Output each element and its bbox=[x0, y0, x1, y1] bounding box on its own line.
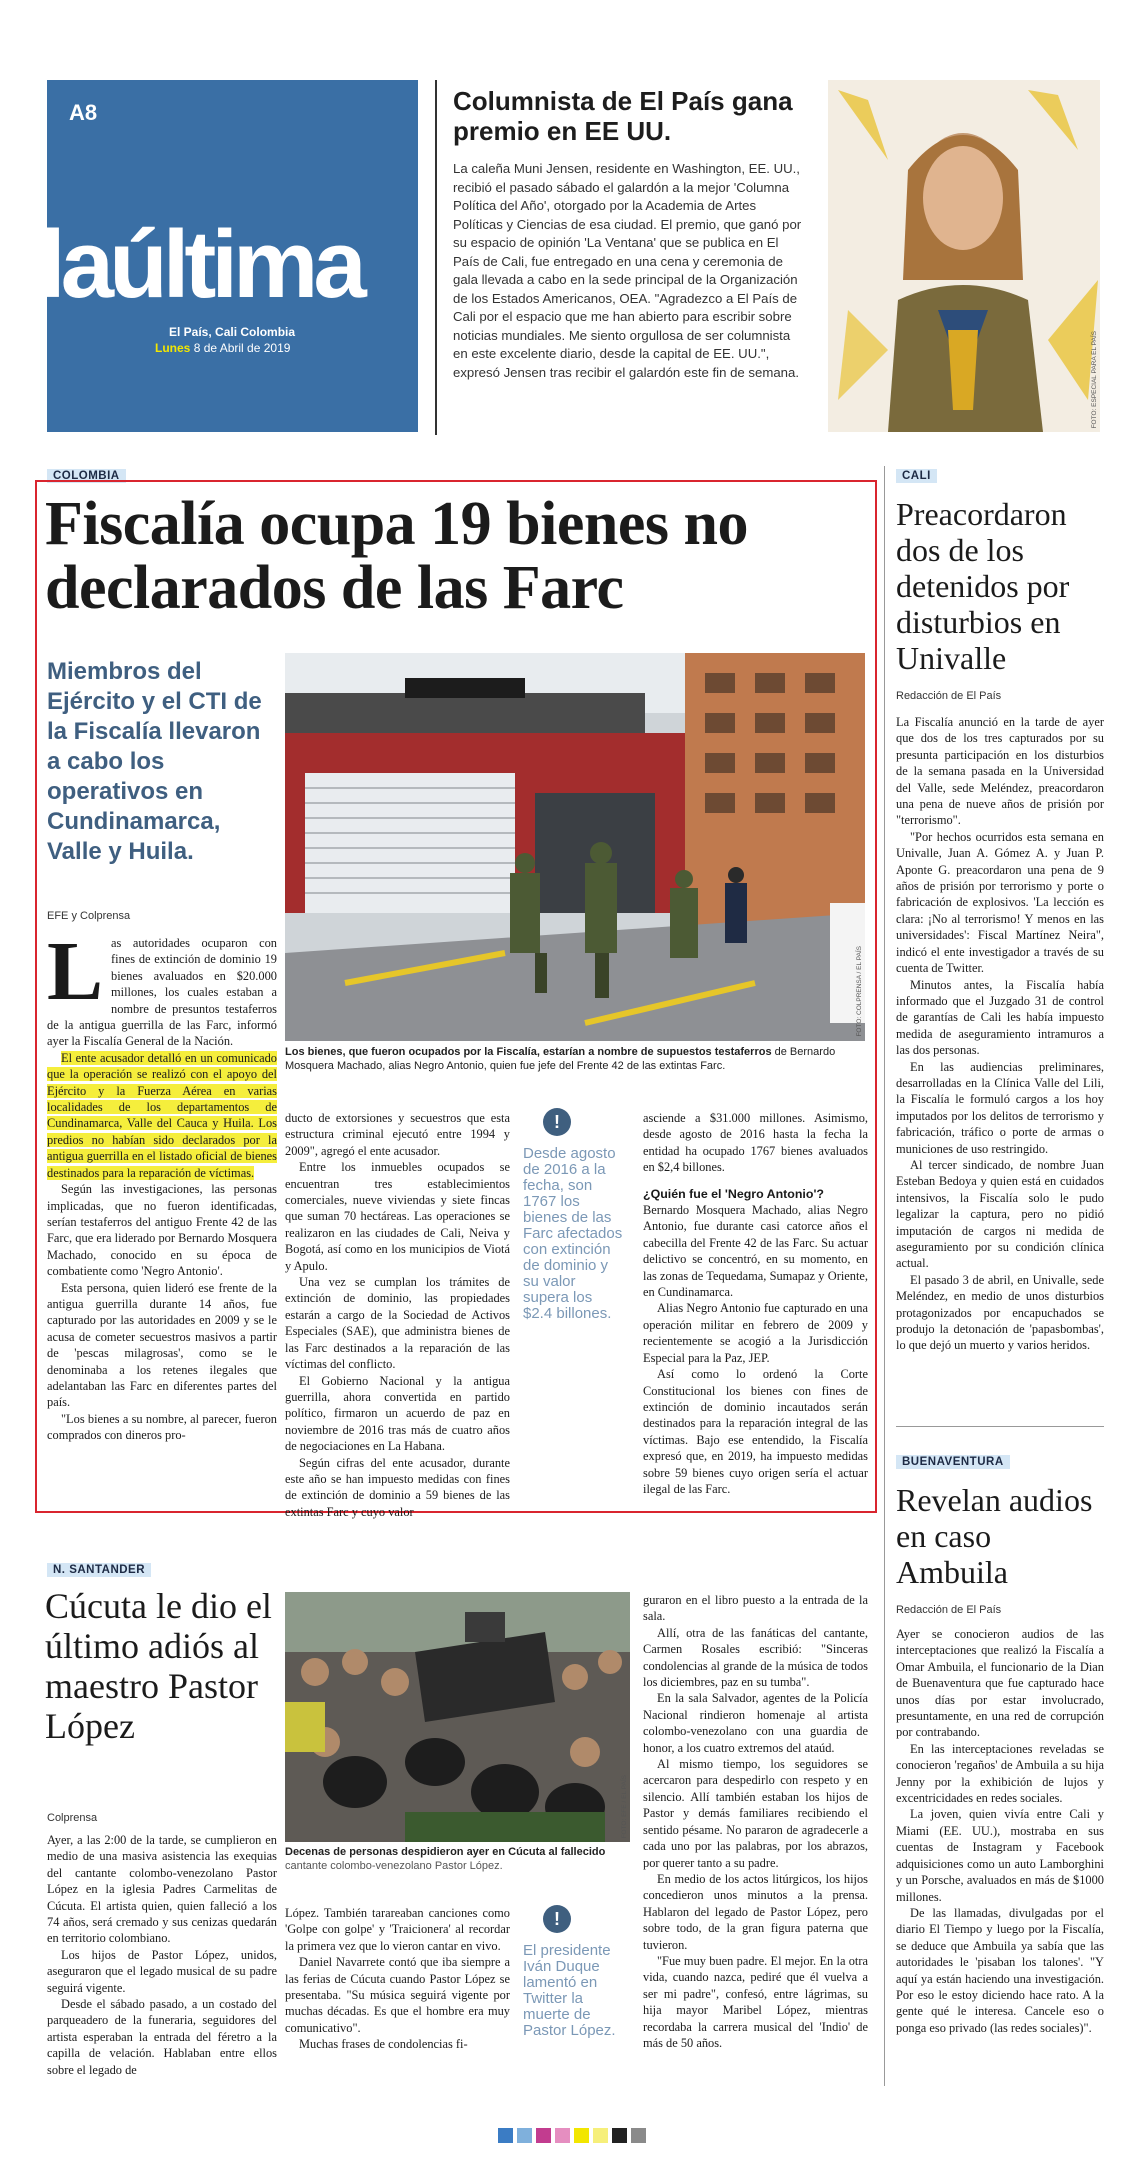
color-swatch bbox=[517, 2128, 532, 2143]
buenaventura-story-body bbox=[896, 1626, 1104, 2036]
cucuta-story-headline: Cúcuta le dio el último adiós al maestro Pastor López bbox=[45, 1586, 272, 1746]
cucuta-story-paragraph: Allí, otra de las fanáticas del cantante, Carmen Rosales escribió: "Sinceras condolencias al grande de la música de todos los diciembres, paz en su tumba". bbox=[643, 1625, 868, 1690]
color-swatch bbox=[574, 2128, 589, 2143]
top-story-headline: Columnista de El País gana premio en EE UU. bbox=[453, 86, 793, 146]
cucuta-story-paragraph: Daniel Navarrete contó que iba siempre a las ferias de Cúcuta cuando Pastor López se presentaba. "Su música seguirá vigente por muchas décadas. Es que el hombre era muy comunicativo". bbox=[285, 1955, 510, 2035]
publisher-line: El País, Cali Colombia bbox=[169, 325, 296, 339]
main-story-caption bbox=[285, 1045, 870, 1073]
operation-photo-illustration bbox=[285, 653, 865, 1041]
cucuta-story-caption-bold: Decenas de personas despidieron ayer en Cúcuta al fallecido bbox=[285, 1846, 606, 1858]
cali-story bbox=[896, 466, 1104, 1354]
section-name: laúltima bbox=[39, 211, 362, 318]
main-story-paragraph: Bernardo Mosquera Machado, alias Negro Antonio, fue durante casi catorce años el cabecilla del Frente 42 de las Farc. Su actuar delictivo se concentró, en su momento, en las zonas de Tequedama, Sumapaz y Oriente, en Cundinamarca. bbox=[643, 1203, 868, 1300]
right-column-rule bbox=[884, 466, 885, 2086]
main-story-column-2 bbox=[285, 1110, 510, 1520]
top-story-rule bbox=[435, 80, 437, 435]
color-swatch bbox=[498, 2128, 513, 2143]
main-story-paragraph: Según las investigaciones, las personas implicadas, que no fueron identificadas, serían testaferros del antiguo Frente 42 de las Farc, que era liderado por Bernardo Mosquera Machado, conocido en su época de combatiente como 'Negro Antonio'. bbox=[47, 1182, 277, 1279]
cali-story-byline: Redacción de El País bbox=[896, 690, 1002, 702]
main-story-subhead: Miembros del Ejército y el CTI de la Fiscalía llevaron a cabo los operativos en Cundinamarca, Valle y Huila. bbox=[47, 658, 262, 865]
cucuta-story-column-2 bbox=[285, 1905, 510, 2053]
main-story-caption-rest: de Bernardo Mosquera Machado, alias Negro Antonio, quien fue jefe del Frente 42 de las extintas Farc. bbox=[285, 1046, 836, 1072]
main-story-paragraph: El Gobierno Nacional y la antigua guerrilla, ahora convertida en partido político, firmaron un acuerdo de paz en noviembre de 2016 tras más de cuatro años de negociaciones en La Habana. bbox=[285, 1373, 510, 1454]
cucuta-story-column-3 bbox=[643, 1592, 868, 2051]
main-story-fact-box bbox=[523, 1108, 623, 1322]
main-story-drop-cap: L bbox=[47, 925, 104, 1018]
columnist-photo-illustration bbox=[828, 80, 1100, 432]
main-story-paragraph-highlighted bbox=[47, 1050, 277, 1181]
cucuta-story-paragraph: Al mismo tiempo, los seguidores se acercaron para despedirlo con respeto y en silencio. Allí también estaban los hijos de Pastor y demás familiares recibiendo el sentido pésame. No pararon de agradecerle a cada uno por las palabras, por los abrazos, por querer tanto a su padre. bbox=[643, 1757, 868, 1870]
cali-story-paragraph: El pasado 3 de abril, en Univalle, sede Meléndez, en medio de unos disturbios protagonizados por encapuchados se produjo la detonación de 'papasbombas', lo que dejó un muerto y varios heridos. bbox=[896, 1272, 1104, 1353]
buenaventura-story bbox=[896, 1452, 1104, 2036]
color-swatch bbox=[555, 2128, 570, 2143]
cucuta-story-tag: N. SANTANDER bbox=[47, 1563, 151, 1577]
buenaventura-story-paragraph: En las interceptaciones reveladas se conocieron 'regaños' de Ambuila a su hija Jenny por la exhibición de lujos y excentricidades en redes sociales. bbox=[896, 1741, 1104, 1806]
cucuta-story-column-1 bbox=[47, 1832, 277, 2078]
buenaventura-story-paragraph: Ayer se conocieron audios de las interceptaciones que realizó la Fiscalía a Omar Ambuila, el funcionario de la Dian de Buenaventura que fue capturado hace unos días por estar involucrado, presuntamente, en una red de corrupción por contrabando. bbox=[896, 1627, 1104, 1740]
color-swatch bbox=[536, 2128, 551, 2143]
cucuta-story-paragraph: Desde el sábado pasado, a un costado del parqueadero de la funeraria, seguidores del artista esperaban la entrada del féretro a la capilla de velación. Hablaban entre ellos sobre el legado de bbox=[47, 1997, 277, 2077]
buenaventura-story-byline: Redacción de El País bbox=[896, 1604, 1002, 1616]
main-story-paragraph: as autoridades ocuparon con fines de extinción de dominio 19 bienes avaluados en $20.000 millones, los cuales estaban a nombre de presuntos testaferros de la antigua guerrilla de las Farc, informó ayer la Fiscalía General de la Nación. bbox=[47, 936, 277, 1049]
main-story-paragraph: Según cifras del ente acusador, durante este año se han impuesto medidas con fines de extinción de dominio a 59 bienes de las extintas Farc y cuyo valor bbox=[285, 1455, 510, 1519]
cucuta-story-photo bbox=[285, 1592, 630, 1842]
publish-day: Lunes bbox=[155, 341, 191, 355]
cucuta-story-paragraph: En medio de los actos litúrgicos, los hijos concedieron unos minutos a la prensa. Hablaron del legado de Pastor López, pero sobre todo, de la gran figura paterna que tuvieron. bbox=[643, 1871, 868, 1952]
main-story-paragraph: "Los bienes a su nombre, al parecer, fueron comprados con dineros pro- bbox=[47, 1411, 277, 1443]
cucuta-story-paragraph: guraron en el libro puesto a la entrada de la sala. bbox=[643, 1593, 868, 1624]
main-story-headline: Fiscalía ocupa 19 bienes no declarados de las Farc bbox=[45, 490, 749, 622]
main-story-paragraph: asciende a $31.000 millones. Asimismo, desde agosto de 2016 hasta la fecha la entidad ha ocupado 1767 bienes avaluados en $2,4 billones. bbox=[643, 1111, 868, 1175]
publish-date bbox=[155, 341, 290, 355]
cali-story-headline: Preacordaron dos de los detenidos por disturbios en Univalle bbox=[896, 496, 1070, 676]
main-story-caption-bold: Los bienes, que fueron ocupados por la Fiscalía, estarían a nombre de supuestos testaferros bbox=[285, 1046, 772, 1058]
cucuta-story-caption-rest: cantante colombo-venezolano Pastor López. bbox=[285, 1860, 503, 1872]
main-story-photo bbox=[285, 653, 865, 1041]
main-story-paragraph: ducto de extorsiones y secuestros que esta estructura criminal ejecutó entre 1994 y 2009", agregó el ente acusador. bbox=[285, 1111, 510, 1158]
main-story-column-3 bbox=[643, 1110, 868, 1497]
main-story-fact-text: Desde agosto de 2016 a la fecha, son 1767 los bienes de las Farc afectados con extinción de dominio y su valor supera los $2.4 billones. bbox=[523, 1145, 623, 1322]
cucuta-story-byline: Colprensa bbox=[47, 1812, 98, 1824]
buenaventura-story-headline: Revelan audios en caso Ambuila bbox=[896, 1482, 1093, 1590]
cucuta-story-fact-box bbox=[523, 1905, 623, 2039]
main-story-paragraph: Esta persona, quien lideró ese frente de la antigua guerrilla durante 14 años, fue capturado por las autoridades en 2009 y se le acusa de cometer secuestros masivos a partir de 'pescas milagrosas', como se le denominaba a los retenes ilegales que adelantaban las Farc en diferentes partes del país. bbox=[47, 1280, 277, 1410]
main-story-byline: EFE y Colprensa bbox=[47, 910, 131, 922]
main-story-paragraph: Entre los inmuebles ocupados se encuentran tres establecimientos comerciales, nueve viviendas y siete fincas que suman 70 hectáreas. Las operaciones se realizaron en las ciudades de Cali, Neiva y Bogotá, así como en los municipios de Viotá y Apulo. bbox=[285, 1160, 510, 1273]
top-story-photo bbox=[828, 80, 1100, 432]
cali-story-body bbox=[896, 714, 1104, 1354]
cucuta-story-tag-wrap bbox=[47, 1560, 151, 1578]
buenaventura-story-tag: BUENAVENTURA bbox=[896, 1455, 1010, 1469]
cucuta-story-paragraph: En la sala Salvador, agentes de la Policía Nacional rindieron homenaje al artista colombo-venezolano con una guardia de honor, a los cuatro extremos del ataúd. bbox=[643, 1691, 868, 1755]
top-story-body: La caleña Muni Jensen, residente en Washington, EE. UU., recibió el pasado sábado el galardón a la mejor 'Columna Política del Año', otorgado por la Academia de Artes Políticas y Ciencias de esa ciudad. El premio, que ganó por su espacio de opinión 'La Ventana' que se publica en El País de Cali, fue entregado en una cena y ceremonia de gala llevada a cabo en la sede principal de la Organización de los Estados Americanos, OEA. "Agradezco a El País de Cali por el espacio que me han abierto para escribir sobre noticias mundiales. Me siento orgullosa de ser columnista en este excelente diario, desde la capital de EE. UU.", expresó Jensen tras recibir el galardón este fin de semana. bbox=[453, 161, 802, 380]
exclamation-icon: ! bbox=[543, 1905, 571, 1933]
main-story-photo-credit: FOTO: COLPRENSA / EL PAÍS bbox=[856, 946, 863, 1037]
cucuta-story-paragraph: Muchas frases de condolencias fi- bbox=[299, 2037, 468, 2052]
cali-story-paragraph: Minutos antes, la Fiscalía había informado que el Juzgado 31 de control de garantías de Cali les había impuesto medida de aseguramiento intramuros a las dos personas. bbox=[896, 977, 1104, 1058]
cucuta-story-fact-text: El presidente Iván Duque lamentó en Twitter la muerte de Pastor López. bbox=[523, 1942, 616, 2039]
cali-story-paragraph: En las audiencias preliminares, desarrolladas en la Clínica Valle del Lili, la Fiscalía le formuló cargos a los hoy imputados por los delitos de terrorismo y fabricación, tráfico o porte de armas o municiones de uso restringido. bbox=[896, 1059, 1104, 1156]
cali-story-paragraph: La Fiscalía anunció en la tarde de ayer que dos de los tres capturados por su presunta participación en los disturbios de la semana pasada en la Universidad del Valle, sede Meléndez, preacordaron una pena de nueve años de prisión por "terrorismo". bbox=[896, 715, 1104, 828]
exclamation-icon: ! bbox=[543, 1108, 571, 1136]
top-story-photo-credit: FOTO: ESPECIAL PARA EL PAÍS bbox=[1091, 330, 1098, 428]
main-story-column-1 bbox=[47, 925, 277, 1444]
color-swatch bbox=[612, 2128, 627, 2143]
main-story-paragraph: Una vez se cumplan los trámites de extinción de dominio, las propiedades estarán a cargo de la Sociedad de Activos Especiales (SAE), que administra bienes de las Farc destinados a la reparación de las víctimas del conflicto. bbox=[285, 1275, 510, 1372]
main-story-tag: COLOMBIA bbox=[47, 469, 126, 483]
cucuta-story-photo-credit: FOTO: EFE / EL PAÍS bbox=[621, 1774, 628, 1838]
cucuta-story-paragraph: Ayer, a las 2:00 de la tarde, se cumplieron en medio de una masiva asistencia las exequias del cantante colombo-venezolano Pastor López en la iglesia Padres Carmelitas de Cúcuta. El artista quien, quien falleció a los 74 años, será cremado y sus cenizas quedarán en territorio colombiano. bbox=[47, 1833, 277, 1946]
cucuta-story-caption bbox=[285, 1845, 630, 1873]
main-story-section-subhead: ¿Quién fue el 'Negro Antonio'? bbox=[643, 1186, 824, 1201]
buenaventura-story-paragraph: De las llamadas, divulgadas por el diario El Tiempo y luego por la Fiscalía, se deduce que Ambuila ya sabía que las autoridades le 'pisaban los talones'. "Y aquí ya están haciendo una investigación. Por eso le estoy diciendo hace rato. A la gente qué le interesa. Cancele eso o ponga eso privado (las redes sociales)". bbox=[896, 1905, 1104, 2035]
main-story-paragraph: Así como lo ordenó la Corte Constitucional los bienes con fines de extinción de dominio incautados serán destinados para la reparación integral de las víctimas. Bajo ese entendido, la Fiscalía expresó que, en 2019, ha impuesto medidas sobre 59 bienes cuyo origen sería el actuar ilegal de las Farc. bbox=[643, 1367, 868, 1496]
main-story-paragraph: Alias Negro Antonio fue capturado en una operación militar en febrero de 2009 y recientemente se acogió a la Jurisdicción Especial para la Paz, JEP. bbox=[643, 1301, 868, 1365]
main-story-highlighted-text: El ente acusador detalló en un comunicado que la operación se realizó con el apoyo del Ejército y la Fuerza Aérea en varias localidades de los departamentos de Cundinamarca, Valle del Cauca y Huila. Los predios no habían sido declarados por la antigua guerrilla en el listado oficial de bienes destinados para la reparación de víctimas. bbox=[47, 1050, 277, 1180]
print-color-bar bbox=[498, 2128, 650, 2144]
cali-story-paragraph: Al tercer sindicado, de nombre Juan Esteban Bedoya y quien está en cuidados intensivos, la Fiscalía solo le pudo legalizar la captura, pero no pidió imputación de cargos ni medida de aseguramiento por su condición clínica actual. bbox=[896, 1157, 1104, 1271]
buenaventura-story-paragraph: La joven, quien vivía entre Cali y Miami (EE. UU.), mostraba en sus cuentas de Instagram y Facebook adquisiciones como un auto Lamborghini y un Porsche, avaluados en más de $1000 millones. bbox=[896, 1807, 1104, 1904]
cucuta-story-paragraph: López. También tarareaban canciones como 'Golpe con golpe' y 'Traicionera' al recordar la primera vez que lo vieron cantar en vivo. bbox=[285, 1906, 510, 1953]
cucuta-story-paragraph: "Fue muy buen padre. El mejor. En la otra vida, cuando nazca, pediré que él vuelva a ser mi padre", confesó, entre lágrimas, su hija mayor Maribel López, mientras recordaba la carrera musical del 'Indio' de más de 50 años. bbox=[643, 1953, 868, 2050]
cucuta-story-paragraph: Los hijos de Pastor López, unidos, aseguraron que el legado musical de su padre seguirá vigente. bbox=[47, 1947, 277, 1995]
buenaventura-divider bbox=[896, 1426, 1104, 1427]
cali-story-tag: CALI bbox=[896, 469, 937, 483]
color-swatch bbox=[631, 2128, 646, 2143]
color-swatch bbox=[593, 2128, 608, 2143]
publish-date-rest: 8 de Abril de 2019 bbox=[193, 341, 291, 355]
funeral-crowd-photo-illustration bbox=[285, 1592, 630, 1842]
masthead-block bbox=[39, 80, 418, 432]
cali-story-paragraph: "Por hechos ocurridos esta semana en Univalle, Juan A. Gómez A. y Juan P. Aponte G. preacordaron una pena de 9 años de prisión por terrorismo y porte o fabricación de explosivos. 'La lección es clara: ¡No al terrorismo! Y menos en las universidades': Fiscal Martínez Neira", indicó el ente investigador a través de su cuenta de Twitter. bbox=[896, 829, 1104, 976]
page-number: A8 bbox=[69, 100, 98, 125]
